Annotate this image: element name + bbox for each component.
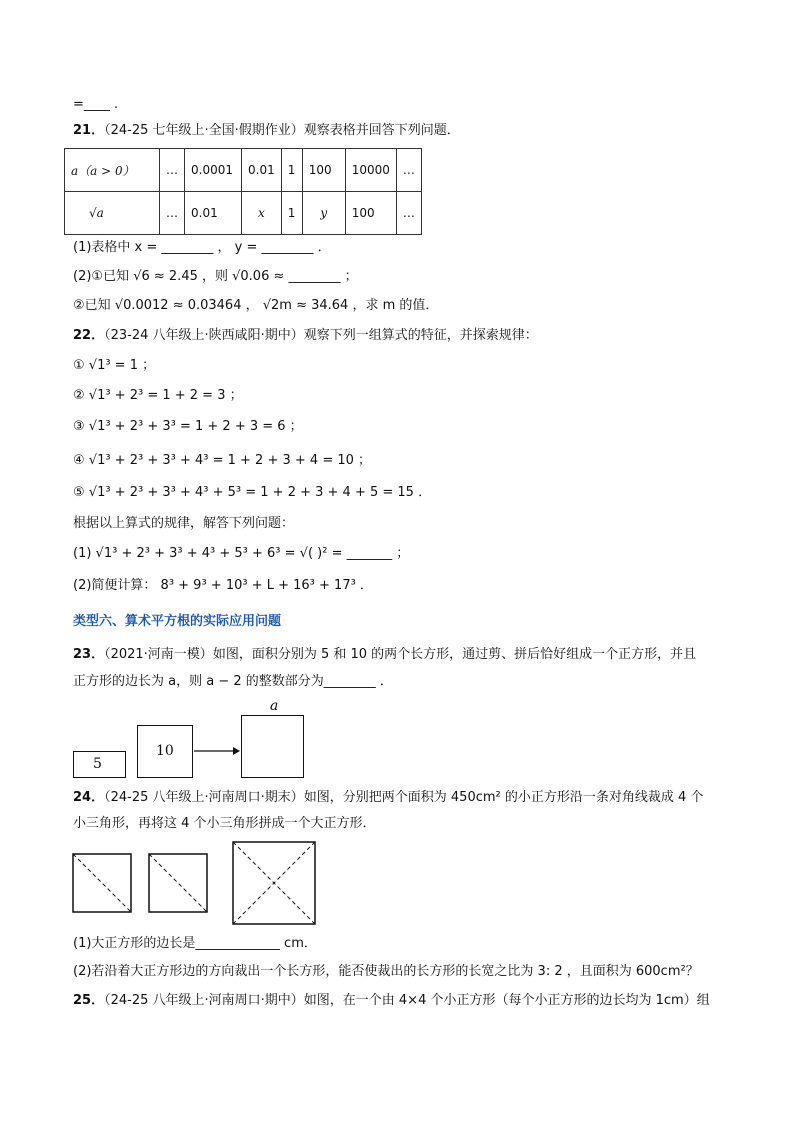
top-line: =____ . bbox=[73, 97, 119, 112]
table-cell: … bbox=[396, 192, 421, 235]
q22-number: 22． bbox=[73, 328, 105, 343]
table-row bbox=[65, 149, 422, 192]
q24-stem-line2: 小三角形，再将这 4 个小三角形拼成一个大正方形． bbox=[73, 816, 376, 831]
rect-area-10-label: 10 bbox=[156, 743, 174, 759]
table-cell: … bbox=[160, 192, 185, 235]
table-cell: 0.01 bbox=[242, 149, 282, 192]
q21-table bbox=[64, 148, 422, 235]
section-heading: 类型六、算术平方根的实际应用问题 bbox=[73, 614, 282, 629]
q24-text1: 如图，分别把两个面积为 450cm² 的小正方形沿一条对角线裁成 4 个 bbox=[303, 790, 704, 805]
big-square bbox=[241, 715, 304, 778]
q23-number: 23． bbox=[73, 647, 105, 662]
q23-stem-line2: 正方形的边长为 a，则 a − 2 的整数部分为________ ． bbox=[73, 674, 393, 689]
q24-number: 24． bbox=[73, 790, 105, 805]
table-cell: … bbox=[396, 149, 421, 192]
q25-stem bbox=[73, 992, 710, 1010]
rect-area-5-label: 5 bbox=[93, 756, 102, 772]
big-square-side-label: a bbox=[270, 698, 279, 714]
table-cell: 1 bbox=[281, 149, 302, 192]
q22-part1: (1) √1³ + 2³ + 3³ + 4³ + 5³ + 6³ = √( )² = _______ ； bbox=[73, 546, 410, 561]
table-cell: 0.0001 bbox=[185, 149, 242, 192]
q21-part2b: ②已知 √0.0012 ≈ 0.03464 ， √2m ≈ 34.64 ，求 m 的值． bbox=[73, 298, 439, 313]
table-cell: y bbox=[302, 192, 345, 235]
q25-text: 如图，在一个由 4×4 个小正方形（每个小正方形的边长均为 1cm）组 bbox=[303, 993, 710, 1008]
table-cell: √a bbox=[65, 192, 160, 235]
q24-part1: (1)大正方形的边长是_____________ cm． bbox=[73, 936, 317, 951]
q21-part2a: (2)①已知 √6 ≈ 2.45 ，则 √0.06 ≈ ________ ； bbox=[73, 269, 358, 284]
q22-item-2: ② √1³ + 2³ = 1 + 2 = 3 ； bbox=[73, 388, 243, 403]
small-square-2 bbox=[148, 853, 210, 915]
q24-part2: (2)若沿着大正方形边的方向裁出一个长方形，能否使裁出的长方形的长宽之比为 3: 2 ，且面积为 600cm²？ bbox=[73, 964, 699, 979]
q22-text: 观察下列一组算式的特征，并探索规律： bbox=[303, 328, 538, 343]
q22-item-5: ⑤ √1³ + 2³ + 3³ + 4³ + 5³ = 1 + 2 + 3 + 4 + 5 = 15 ． bbox=[73, 485, 432, 500]
q22-item-3: ③ √1³ + 2³ + 3³ = 1 + 2 + 3 = 6 ； bbox=[73, 419, 303, 434]
q21-stem bbox=[73, 122, 460, 140]
arrow-right-icon bbox=[193, 744, 241, 758]
q23-source: （2021·河南一模） bbox=[104, 647, 213, 662]
q22-item-1: ① √1³ = 1 ； bbox=[73, 358, 156, 373]
table-row bbox=[65, 192, 422, 235]
q21-part1: (1)表格中 x = ________ ， y = ________ ． bbox=[73, 240, 331, 255]
table-cell: 1 bbox=[281, 192, 302, 235]
q25-number: 25． bbox=[73, 993, 105, 1008]
q22-stem bbox=[73, 327, 538, 345]
q21-number: 21． bbox=[73, 123, 105, 138]
q21-text: 观察表格并回答下列问题． bbox=[303, 123, 460, 138]
q22-source: （23-24 八年级上·陕西咸阳·期中） bbox=[104, 328, 304, 343]
table-cell: x bbox=[242, 192, 282, 235]
table-cell: 100 bbox=[345, 192, 396, 235]
small-square-1 bbox=[72, 853, 134, 915]
q24-source: （24-25 八年级上·河南周口·期末） bbox=[104, 790, 304, 805]
table-cell: 0.01 bbox=[185, 192, 242, 235]
q22-part2: (2)简便计算： 8³ + 9³ + 10³ + L + 16³ + 17³ ． bbox=[73, 578, 373, 593]
q24-stem-line1 bbox=[73, 789, 703, 807]
table-cell: a（a > 0） bbox=[65, 149, 160, 192]
table-cell: 100 bbox=[302, 149, 345, 192]
q22-item-4: ④ √1³ + 2³ + 3³ + 4³ = 1 + 2 + 3 + 4 = 10 ； bbox=[73, 453, 372, 468]
q21-source: （24-25 七年级上·全国·假期作业） bbox=[104, 123, 304, 138]
table-cell: 10000 bbox=[345, 149, 396, 192]
q25-source: （24-25 八年级上·河南周口·期中） bbox=[104, 993, 304, 1008]
q23-text1: 如图，面积分别为 5 和 10 的两个长方形，通过剪、拼后恰好组成一个正方形，并且 bbox=[212, 647, 697, 662]
q23-stem-line1 bbox=[73, 646, 696, 664]
q22-intro: 根据以上算式的规律，解答下列问题： bbox=[73, 516, 295, 531]
large-square bbox=[232, 841, 318, 927]
table-cell: … bbox=[160, 149, 185, 192]
